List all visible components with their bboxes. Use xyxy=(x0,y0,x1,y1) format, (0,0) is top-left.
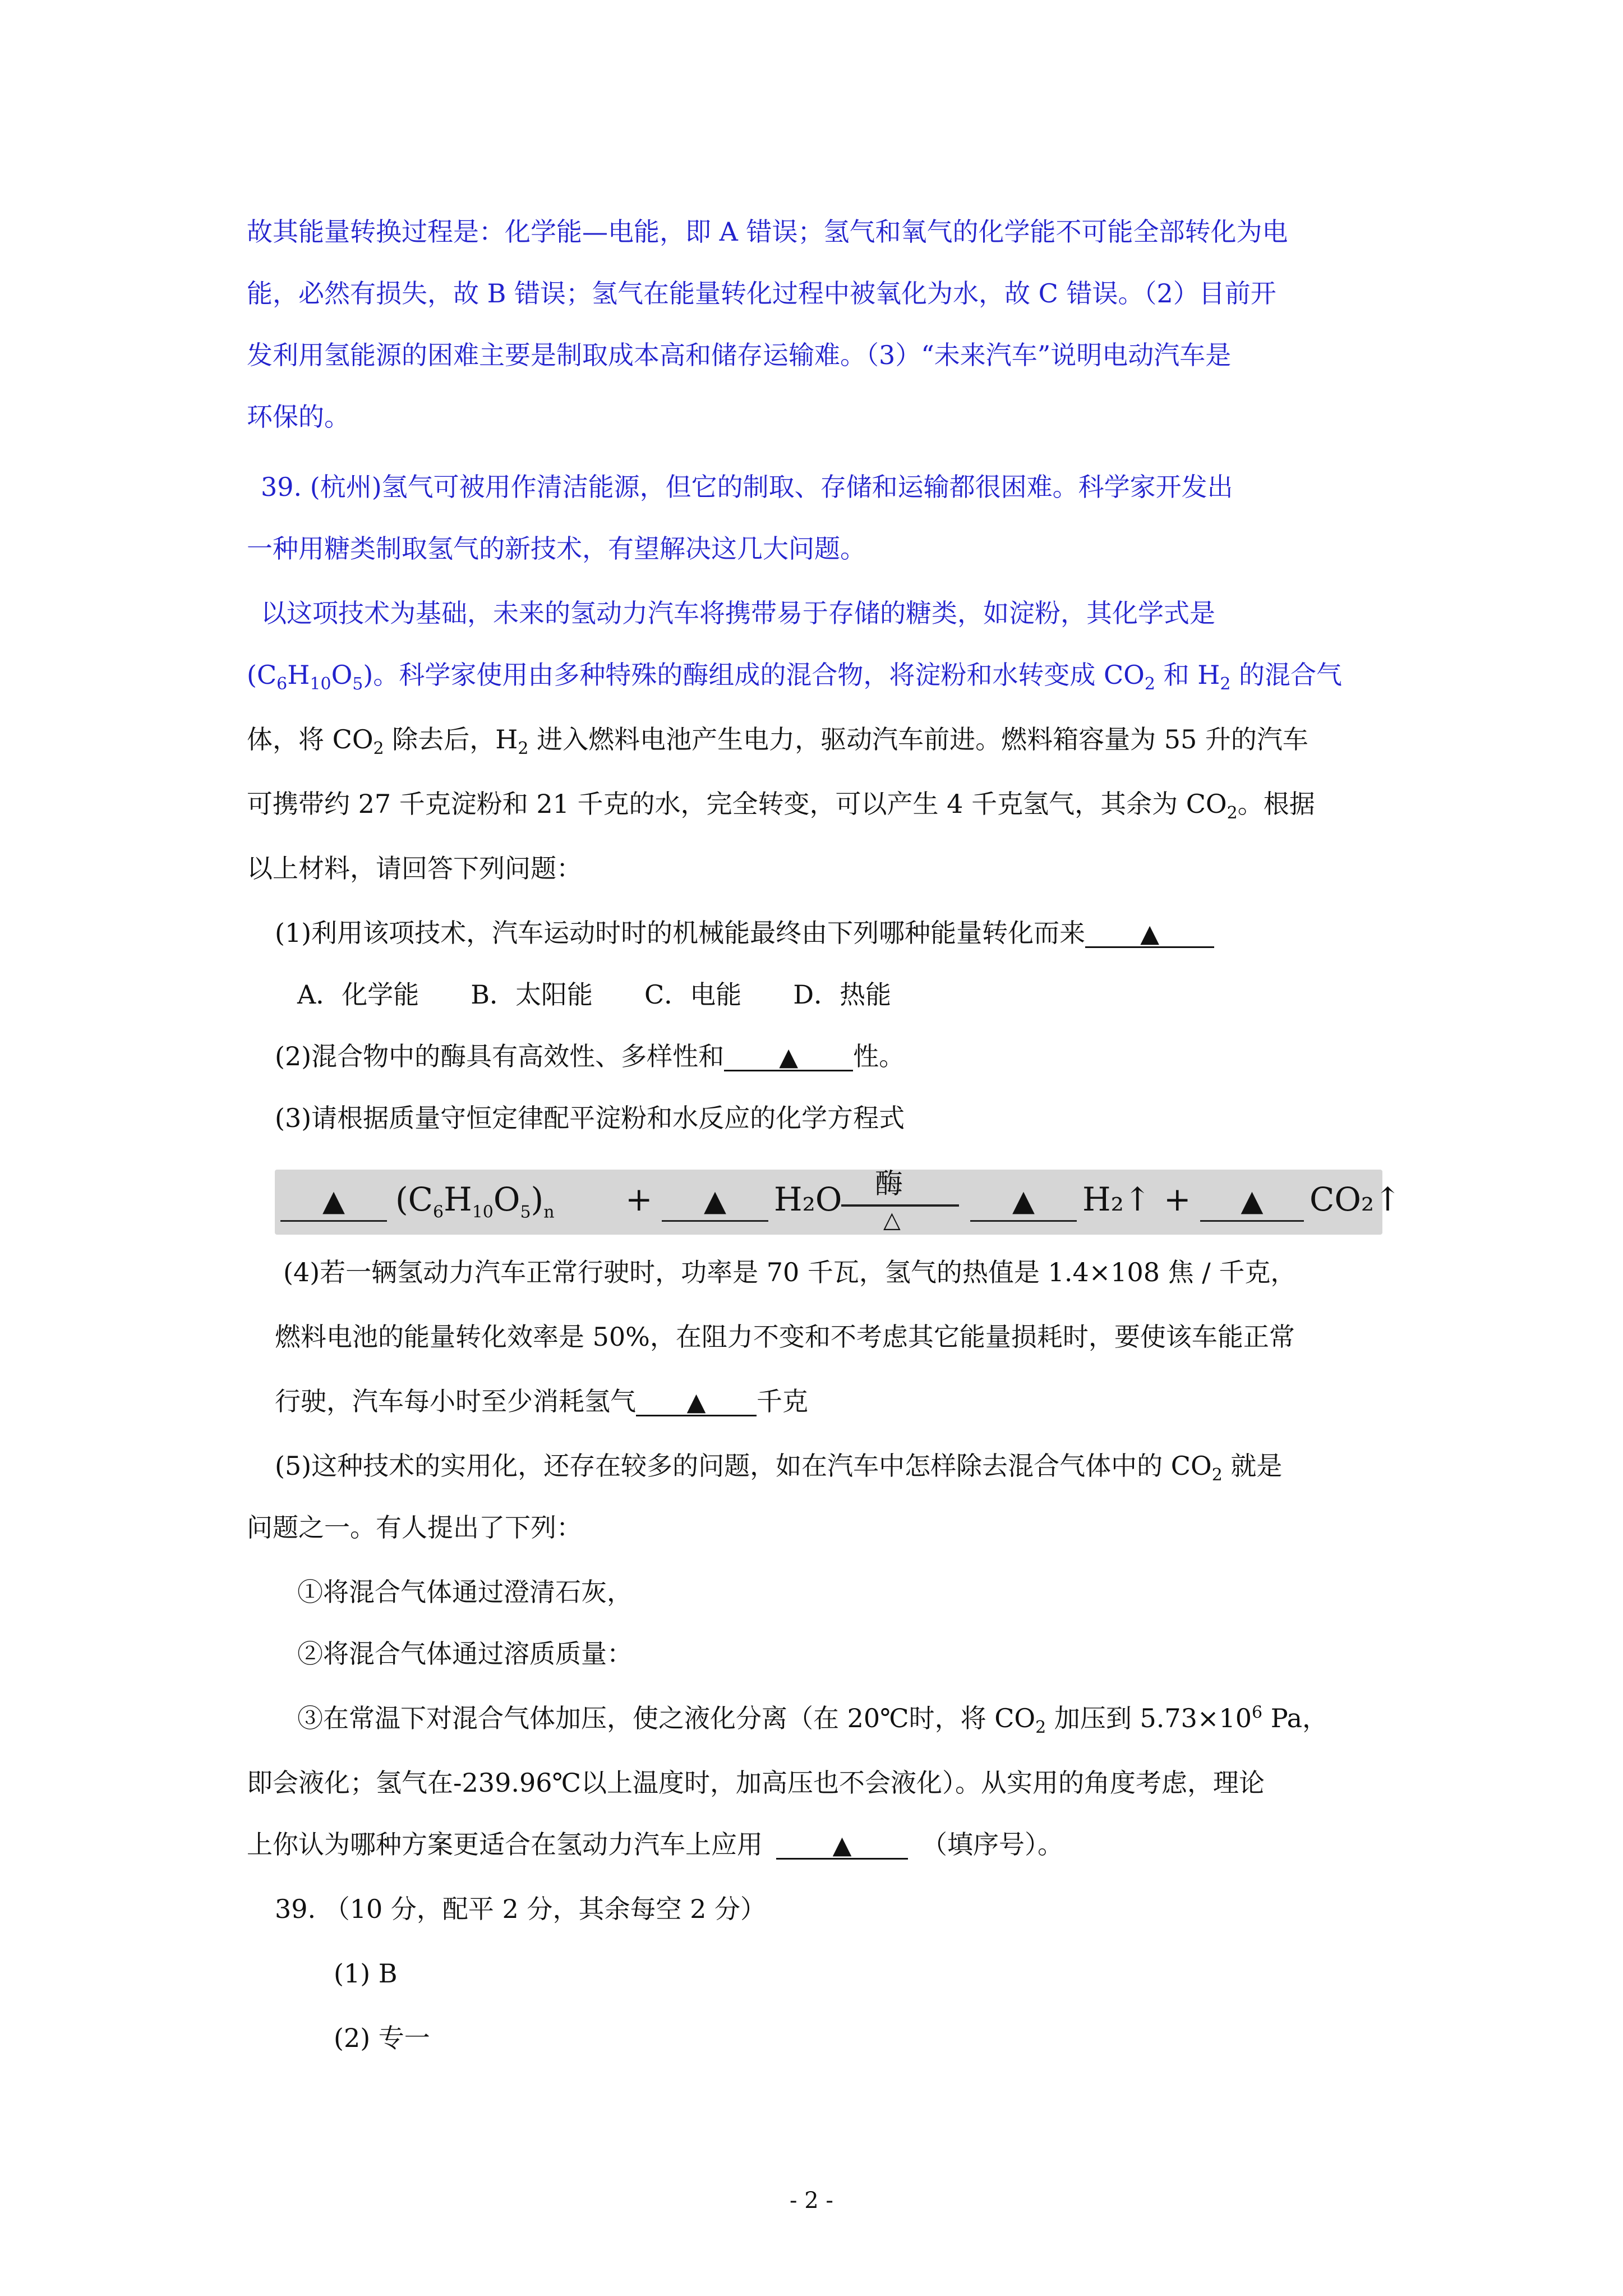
chemical-equation xyxy=(275,1167,1401,1235)
question-5-line-4: 即会液化；氢气在-239.96℃以上温度时，加高压也不会液化）。从实用的角度考虑，理论 xyxy=(247,1768,1265,1798)
answer-blank-5[interactable]: ▲ xyxy=(776,1832,908,1860)
hydrogen-product: H₂↑ xyxy=(1082,1180,1151,1218)
heat-symbol: △ xyxy=(883,1207,901,1233)
co2-product: CO₂↑ xyxy=(1310,1180,1401,1218)
plus-sign-1: + xyxy=(625,1180,653,1218)
explanation-line-3: 发利用氢能源的困难主要是制取成本高和储存运输难。（3）“未来汽车”说明电动汽车是 xyxy=(247,340,1232,370)
coefficient-blank-water[interactable]: ▲ xyxy=(662,1184,768,1222)
question-4-line-2: 燃料电池的能量转化效率是 50%，在阻力不变和不考虑其它能量损耗时，要使该车能正常 xyxy=(275,1322,1295,1352)
answer-1: (1) B xyxy=(334,1958,398,1989)
answer-blank-1[interactable]: ▲ xyxy=(1085,920,1214,948)
starch-formula: $(C_6H_{10}O_5)_n$ xyxy=(395,1180,555,1222)
material-line-5: 以上材料，请回答下列问题： xyxy=(247,853,582,884)
plus-sign-2: + xyxy=(1164,1180,1191,1218)
question-5-option-2: ②将混合气体通过溶质质量： xyxy=(297,1639,633,1669)
question-3: (3)请根据质量守恒定律配平淀粉和水反应的化学方程式 xyxy=(275,1103,905,1133)
question-4-line-3: 行驶，汽车每小时至少消耗氢气 ▲ 千克 xyxy=(275,1386,808,1416)
question-5-line-2: 问题之一。有人提出了下列： xyxy=(247,1512,582,1543)
question-1-options: A．化学能 B．太阳能 C．电能 D．热能 xyxy=(297,979,892,1010)
material-line-1: 以这项技术为基础，未来的氢动力汽车将携带易于存储的糖类，如淀粉，其化学式是 xyxy=(261,598,1215,628)
catalyst-enzyme-label: 酶 xyxy=(875,1167,903,1200)
material-line-3: 体，将 $CO_2$ 除去后，$H_2$ 进入燃料电池产生电力，驱动汽车前进。燃料箱容量为 55 升的汽车 xyxy=(247,724,1308,759)
question-2: (2)混合物中的酶具有高效性、多样性和 ▲ 性。 xyxy=(275,1041,905,1071)
answer-blank-4[interactable]: ▲ xyxy=(636,1388,757,1416)
coefficient-blank-starch[interactable]: ▲ xyxy=(280,1184,387,1222)
coefficient-blank-hydrogen[interactable]: ▲ xyxy=(970,1184,1077,1222)
material-line-2: $(C_6H_{10}O_5)$。科学家使用由多种特殊的酶组成的混合物，将淀粉和水转变成 $CO_2$ 和 $H_2$ 的混合气 xyxy=(247,660,1343,694)
question-5-line-5: 上你认为哪种方案更适合在氢动力汽车上应用 ▲ （填序号）。 xyxy=(247,1829,1063,1860)
answer-blank-2[interactable]: ▲ xyxy=(724,1043,853,1071)
water-formula: H₂O xyxy=(774,1180,842,1218)
answer-header: 39. （10 分，配平 2 分，其余每空 2 分） xyxy=(275,1894,766,1924)
material-line-4: 可携带约 27 千克淀粉和 21 千克的水，完全转变，可以产生 4 千克氢气，其余为 $CO_2$。根据 xyxy=(247,789,1315,823)
question-intro-line-1: 39. (杭州)氢气可被用作清洁能源，但它的制取、存储和运输都很困难。科学家开发出 xyxy=(261,472,1233,502)
explanation-line-4: 环保的。 xyxy=(247,402,350,432)
page-number: - 2 - xyxy=(790,2188,833,2214)
question-intro-line-2: 一种用糖类制取氢气的新技术，有望解决这几大问题。 xyxy=(247,533,866,564)
question-5-option-1: ①将混合气体通过澄清石灰， xyxy=(297,1577,633,1607)
explanation-line-1: 故其能量转换过程是：化学能—电能，即 A 错误；氢气和氧气的化学能不可能全部转化为电 xyxy=(247,217,1288,247)
explanation-line-2: 能，必然有损失，故 B 错误；氢气在能量转化过程中被氧化为水，故 C 错误。（2）目前开 xyxy=(247,278,1276,309)
reaction-arrow xyxy=(841,1204,959,1207)
question-1: (1)利用该项技术，汽车运动时时的机械能最终由下列哪种能量转化而来 ▲ xyxy=(275,920,1214,948)
coefficient-blank-co2[interactable]: ▲ xyxy=(1200,1184,1304,1222)
question-4-line-1: (4)若一辆氢动力汽车正常行驶时，功率是 70 千瓦，氢气的热值是 1.4×108 焦 / 千克， xyxy=(283,1257,1297,1287)
answer-2: (2) 专一 xyxy=(334,2023,430,2053)
question-5-line-1: (5)这种技术的实用化，还存在较多的问题，如在汽车中怎样除去混合气体中的 $CO_2$ 就是 xyxy=(275,1451,1283,1485)
question-5-option-3: ③在常温下对混合气体加压，使之液化分离（在 20℃时，将 $CO_2$ 加压到 $5.73\times 10^6$ Pa， xyxy=(297,1703,1329,1738)
